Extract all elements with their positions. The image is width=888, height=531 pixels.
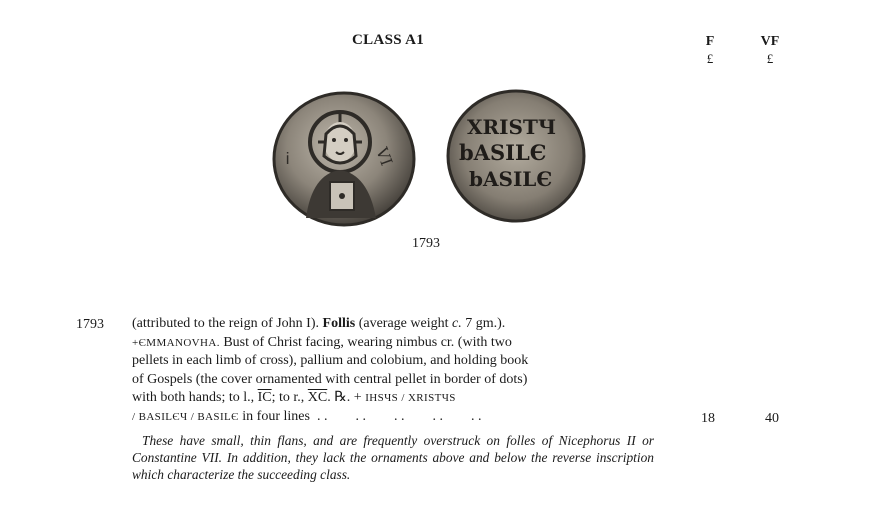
note-text: These have small, thin flans, and are frequently overstruck on folles of Nicephorus II or Constantine VII. In addition, they lack the ornaments above and below the reverse inscription which characterize the succeeding class. <box>132 433 654 482</box>
text-segment: . ℞. + <box>327 390 362 405</box>
description-line-6 <box>132 408 654 427</box>
xc-abbreviation: $\overline{XC}$ <box>307 390 328 405</box>
price-f: 18 <box>701 411 715 426</box>
figure-caption: 1793 <box>412 236 440 251</box>
reverse-legend: IHSЧS / XRISTЧS <box>365 392 456 404</box>
obverse-legend: +ЄMMANOVHA. <box>132 336 220 349</box>
price-vf: 40 <box>765 411 779 426</box>
text-segment: 7 gm.). <box>465 316 506 331</box>
text-segment: ; to r., <box>271 390 305 405</box>
description-line-3: pellets in each limb of cross), pallium and colobium, and holding book <box>132 353 529 368</box>
denomination-label: Follis <box>322 316 356 331</box>
text-segment: (average weight <box>358 316 449 331</box>
text-segment: in four lines <box>242 408 310 424</box>
coin-obverse-image <box>272 90 420 228</box>
description-line-2 <box>132 334 654 353</box>
entry-number: 1793 <box>76 317 104 332</box>
grade-heading-vf: VF <box>760 34 780 49</box>
reverse-legend-continued: / BASILЄЧ / BASILЄ <box>132 410 239 423</box>
description-line-5 <box>132 389 654 408</box>
description-line-4: of Gospels (the cover ornamented with central pellet in border of dots) <box>132 371 528 387</box>
ic-abbreviation: $\overline{IC}$ <box>257 390 272 405</box>
svg-text:VI: VI <box>372 144 397 169</box>
grade-heading-f: F <box>705 34 715 49</box>
class-title: CLASS A1 <box>352 32 425 48</box>
description-line-1 <box>132 315 654 334</box>
reverse-inscription-line-1: ΧRISTЧ <box>467 115 557 139</box>
text-segment: with both hands; to l., <box>132 390 255 405</box>
text-segment: Bust of Christ facing, wearing nimbus cr. (with two <box>223 334 512 350</box>
reverse-inscription-line-2: bASILЄ <box>459 140 547 165</box>
svg-text:Ꭵ: Ꭵ <box>286 149 290 168</box>
entry-note <box>132 432 654 483</box>
text-segment: (attributed to the reign of John I). <box>132 316 320 331</box>
leader-dots: . . . . . . . . . . <box>316 408 482 424</box>
currency-unit-f: £ <box>706 51 714 66</box>
entry-description <box>132 315 654 426</box>
coin-reverse-image <box>445 88 587 224</box>
currency-unit-vf: £ <box>766 51 774 66</box>
text-segment: c. <box>451 316 462 331</box>
reverse-inscription-line-3: bASILЄ <box>469 167 553 191</box>
